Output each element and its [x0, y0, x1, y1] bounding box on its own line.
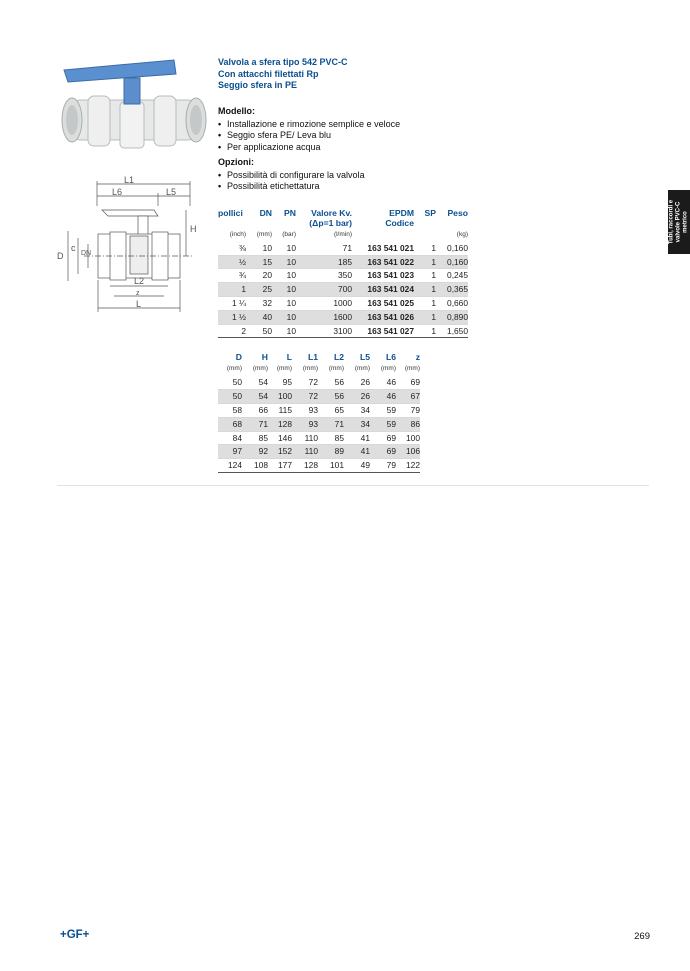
table-unit-row — [218, 228, 468, 242]
table-row — [218, 445, 420, 459]
table-cell: 50 — [218, 376, 242, 389]
table-cell: 93 — [292, 417, 318, 431]
col-header-sp: SP — [424, 208, 436, 218]
table-cell: 50 — [246, 324, 272, 338]
table-cell: 163 541 021 — [352, 242, 414, 255]
table-cell: 0,245 — [436, 269, 468, 283]
table-cell: 10 — [272, 242, 296, 255]
table-row — [218, 431, 420, 445]
col-header-l6: L6 — [385, 352, 396, 362]
table-cell: 59 — [370, 417, 396, 431]
table-cell: 10 — [272, 324, 296, 338]
unit-cell: (mm) — [252, 364, 268, 372]
modello-list — [218, 119, 400, 153]
dim-label-d: D — [57, 251, 64, 261]
table-cell: 49 — [344, 459, 370, 473]
unit-cell: (mm) — [380, 364, 396, 372]
table-cell: 185 — [296, 255, 352, 269]
table-cell: 79 — [396, 403, 420, 417]
col-header-pollici: pollici — [218, 208, 243, 218]
col-header-pn: PN — [284, 208, 296, 218]
col-header-kv: Valore Kv. — [311, 208, 352, 218]
dim-label-l5: L5 — [166, 187, 177, 197]
table-cell: 93 — [292, 403, 318, 417]
title-line-3: Seggio sfera in PE — [218, 80, 298, 90]
table-cell: 110 — [292, 431, 318, 445]
table-cell: 1 ¼ — [218, 296, 246, 310]
table-cell: 67 — [396, 389, 420, 403]
table-cell: 66 — [242, 403, 268, 417]
col-header-d: D — [235, 352, 242, 362]
col-header-l1: L1 — [307, 352, 318, 362]
table-cell: 10 — [246, 242, 272, 255]
dim-label-h: H — [190, 224, 197, 234]
table-row — [218, 459, 420, 473]
product-code-table-body — [218, 242, 468, 338]
modello-heading: Modello: — [218, 106, 255, 116]
table-cell: 163 541 022 — [352, 255, 414, 269]
table-cell: 128 — [268, 417, 292, 431]
table-cell: 1 — [414, 310, 436, 324]
table-row — [218, 283, 468, 297]
table-row — [218, 417, 420, 431]
list-item: • Possibilità etichettatura — [218, 181, 365, 192]
table-unit-row — [218, 362, 420, 376]
table-cell: 50 — [218, 389, 242, 403]
table-cell: 69 — [370, 431, 396, 445]
dimension-table-body — [218, 376, 420, 473]
table-cell: 350 — [296, 269, 352, 283]
table-cell: 97 — [218, 445, 242, 459]
table-cell: 0,160 — [436, 255, 468, 269]
table-cell: 163 541 024 — [352, 283, 414, 297]
table-cell: 101 — [318, 459, 344, 473]
unit-cell: (mm) — [328, 364, 344, 372]
unit-cell: (inch) — [229, 230, 246, 238]
table-cell: 72 — [292, 389, 318, 403]
title-line-2: Con attacchi filettati Rp — [218, 68, 319, 79]
table-cell: 115 — [268, 403, 292, 417]
table-cell: 146 — [268, 431, 292, 445]
gf-logo: +GF+ — [60, 929, 90, 941]
unit-cell: (bar) — [282, 230, 296, 238]
table-cell: 2 — [218, 324, 246, 338]
table-cell: 1 — [414, 242, 436, 255]
opzioni-list — [218, 170, 365, 193]
table-cell: 122 — [396, 459, 420, 473]
table-cell: 46 — [370, 389, 396, 403]
table-header-row — [218, 208, 468, 218]
table-cell: 3100 — [296, 324, 352, 338]
table-cell: 1,650 — [436, 324, 468, 338]
unit-cell: (mm) — [276, 364, 292, 372]
table-cell: 1000 — [296, 296, 352, 310]
table-cell: 56 — [318, 389, 344, 403]
table-cell: 177 — [268, 459, 292, 473]
table-cell: 95 — [268, 376, 292, 389]
unit-cell: (kg) — [456, 230, 468, 238]
table-cell: 1 — [218, 283, 246, 297]
product-code-table — [218, 208, 468, 338]
table-cell: 1600 — [296, 310, 352, 324]
table-row — [218, 255, 468, 269]
table-cell: 25 — [246, 283, 272, 297]
table-cell: 85 — [318, 431, 344, 445]
table-cell: 86 — [396, 417, 420, 431]
table-cell: 1 — [414, 296, 436, 310]
table-cell: 128 — [292, 459, 318, 473]
table-cell: 69 — [370, 445, 396, 459]
table-cell: 72 — [292, 376, 318, 389]
table-cell: 34 — [344, 403, 370, 417]
dimension-table — [218, 352, 420, 473]
table-cell: 71 — [242, 417, 268, 431]
table-cell: 46 — [370, 376, 396, 389]
table-cell: 1 — [414, 269, 436, 283]
col-header-l2: L2 — [333, 352, 344, 362]
dim-label-l2: L2 — [134, 276, 145, 286]
table-cell: 10 — [272, 310, 296, 324]
table-cell: 54 — [242, 389, 268, 403]
table-cell: 0,160 — [436, 242, 468, 255]
table-cell: 0,660 — [436, 296, 468, 310]
table-cell: 100 — [396, 431, 420, 445]
table-cell: 10 — [272, 255, 296, 269]
table-cell: 10 — [272, 296, 296, 310]
section-divider — [57, 485, 649, 486]
col-header-z: z — [415, 352, 420, 362]
table-cell: 1 — [414, 324, 436, 338]
table-cell: 15 — [246, 255, 272, 269]
table-cell: 163 541 026 — [352, 310, 414, 324]
list-item: • Installazione e rimozione semplice e veloce — [218, 119, 400, 130]
table-row — [218, 376, 420, 389]
col-header-codice: Codice — [385, 218, 414, 228]
table-cell: 110 — [292, 445, 318, 459]
dim-label-c: c — [71, 243, 76, 253]
side-tab-label: Tubi, raccordi e valvole PVC-C metrico — [668, 199, 689, 245]
table-cell: 41 — [344, 445, 370, 459]
unit-cell: (mm) — [256, 230, 272, 238]
table-cell: 163 541 023 — [352, 269, 414, 283]
table-cell: 79 — [370, 459, 396, 473]
dim-label-z: z — [136, 290, 140, 297]
col-header-l: L — [286, 352, 292, 362]
unit-cell: (mm) — [404, 364, 420, 372]
table-row — [218, 389, 420, 403]
table-row — [218, 296, 468, 310]
col-header-epdm: EPDM — [389, 208, 414, 218]
unit-cell: (l/min) — [333, 230, 352, 238]
table-cell: 163 541 025 — [352, 296, 414, 310]
technical-drawing — [54, 176, 199, 316]
table-cell: 20 — [246, 269, 272, 283]
dim-label-l: L — [136, 299, 142, 309]
table-cell: 1 — [414, 283, 436, 297]
unit-cell: (mm) — [226, 364, 242, 372]
table-cell: 41 — [344, 431, 370, 445]
table-cell: 1 — [414, 255, 436, 269]
table-cell: ½ — [218, 255, 246, 269]
table-cell: 71 — [296, 242, 352, 255]
unit-cell: (mm) — [354, 364, 370, 372]
table-row — [218, 269, 468, 283]
list-item: • Possibilità di configurare la valvola — [218, 170, 365, 181]
table-cell: 59 — [370, 403, 396, 417]
col-header-l5: L5 — [359, 352, 370, 362]
unit-cell: (mm) — [302, 364, 318, 372]
table-cell: 106 — [396, 445, 420, 459]
table-cell: 34 — [344, 417, 370, 431]
product-title — [218, 57, 348, 92]
section-side-tab — [668, 190, 690, 254]
dim-label-dn: DN — [81, 250, 92, 257]
table-cell: 32 — [246, 296, 272, 310]
table-cell: 124 — [218, 459, 242, 473]
table-cell: ⅜ — [218, 242, 246, 255]
table-cell: 152 — [268, 445, 292, 459]
table-row — [218, 403, 420, 417]
table-cell: 26 — [344, 389, 370, 403]
table-cell: 0,365 — [436, 283, 468, 297]
table-header-row-2 — [218, 218, 468, 228]
table-cell: 10 — [272, 283, 296, 297]
table-cell: 10 — [272, 269, 296, 283]
valve-photo — [50, 52, 210, 162]
table-cell: 89 — [318, 445, 344, 459]
table-cell: 40 — [246, 310, 272, 324]
table-row — [218, 310, 468, 324]
col-header-peso: Peso — [447, 208, 468, 218]
table-cell: 54 — [242, 376, 268, 389]
table-cell: ¾ — [218, 269, 246, 283]
list-item: • Seggio sfera PE/ Leva blu — [218, 130, 400, 141]
table-cell: 85 — [242, 431, 268, 445]
list-item: • Per applicazione acqua — [218, 142, 400, 153]
table-header-row — [218, 352, 420, 362]
col-header-dn: DN — [259, 208, 272, 218]
table-row — [218, 324, 468, 338]
col-header-kv-sub: (Δp=1 bar) — [309, 218, 352, 228]
dim-label-l6: L6 — [112, 187, 123, 197]
table-cell: 68 — [218, 417, 242, 431]
opzioni-heading: Opzioni: — [218, 157, 254, 167]
dim-label-l1: L1 — [124, 176, 135, 185]
table-cell: 71 — [318, 417, 344, 431]
table-cell: 163 541 027 — [352, 324, 414, 338]
title-line-1: Valvola a sfera tipo 542 PVC-C — [218, 57, 348, 67]
col-header-h: H — [261, 352, 268, 362]
table-cell: 69 — [396, 376, 420, 389]
table-cell: 700 — [296, 283, 352, 297]
table-cell: 0,890 — [436, 310, 468, 324]
table-cell: 58 — [218, 403, 242, 417]
table-cell: 65 — [318, 403, 344, 417]
table-row — [218, 242, 468, 255]
table-cell: 108 — [242, 459, 268, 473]
table-cell: 84 — [218, 431, 242, 445]
table-cell: 92 — [242, 445, 268, 459]
table-cell: 1 ½ — [218, 310, 246, 324]
table-cell: 26 — [344, 376, 370, 389]
table-cell: 56 — [318, 376, 344, 389]
page-number: 269 — [634, 931, 650, 942]
table-cell: 100 — [268, 389, 292, 403]
